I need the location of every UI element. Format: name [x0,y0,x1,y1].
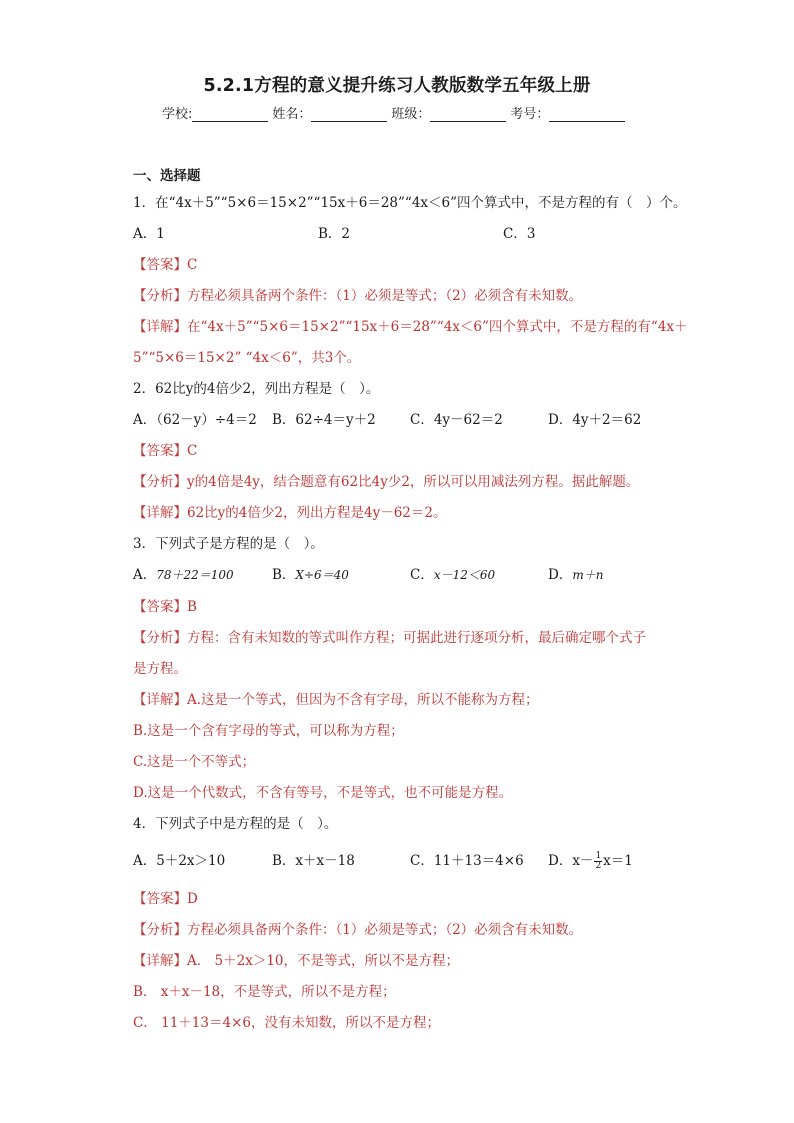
q3-option-b [272,566,349,584]
q2-option-a: A．（62－y）÷4＝2 [133,412,257,428]
answer-value: B [187,599,197,615]
analysis-tag: 【分析】 [133,922,187,938]
analysis-tag: 【分析】 [133,474,187,490]
q2-detail [133,504,446,522]
detail-tag: 【详解】 [133,953,187,969]
q4-detail-1 [133,952,459,970]
school-label: 学校: [162,107,193,122]
q3-analysis-1 [133,629,646,647]
q2-analysis [133,473,639,491]
q4-option-b: B．x＋x－18 [272,853,355,869]
analysis-tag: 【分析】 [133,288,187,304]
answer-tag: 【答案】 [133,599,187,615]
analysis-text: 方程必须具备两个条件：（1）必须是等式；（2）必须含有未知数。 [187,288,583,304]
exam-no-field[interactable] [549,107,625,122]
q2-option-b: B．62÷4＝y＋2 [272,412,376,428]
q4-stem: 4．下列式子中是方程的是（ ）。 [133,816,338,832]
q4-option-d [548,848,633,874]
q3-detail-2: B.这是一个含有字母的等式，可以称为方程； [133,723,404,739]
detail-tag: 【详解】 [133,319,187,335]
detail-text: 62比y的4倍少2，列出方程是4y－62＝2。 [187,505,447,521]
detail-tag: 【详解】 [133,692,187,708]
q3-detail-3: C.这是一个不等式； [133,754,256,770]
answer-tag: 【答案】 [133,257,187,273]
detail-text: A． 5＋2x＞10，不是等式，所以不是方程； [187,953,460,969]
detail-text: 在“4x＋5”“5×6＝15×2”“15x＋6＝28”“4x＜6”四个算式中，不是方程的有“4x＋ [187,319,688,335]
fraction [594,852,602,871]
analysis-text: y的4倍是4y，结合题意有62比4y少2，所以可以用减法列方程。据此解题。 [187,474,640,490]
answer-tag: 【答案】 [133,891,187,907]
q1-stem: 1．在“4x＋5”“5×6＝15×2”“15x＋6＝28”“4x＜6”四个算式中，不是方程的有（ ）个。 [133,195,687,211]
option-letter: A． [133,567,157,583]
answer-tag: 【答案】 [133,443,187,459]
q1-detail-1 [133,318,688,336]
q2-stem: 2．62比y的4倍少2，列出方程是（ ）。 [133,381,380,397]
q1-option-c: C．3 [503,226,536,242]
detail-tag: 【详解】 [133,505,187,521]
option-d-prefix: D．x－ [548,853,594,869]
q4-detail-3: C． 11＋13＝4×6，没有未知数，所以不是方程； [133,1015,440,1031]
answer-value: C [187,257,198,273]
name-field[interactable] [311,107,387,122]
q3-detail-4: D.这是一个代数式，不含有等号，不是等式，也不可能是方程。 [133,785,513,801]
student-info-row [162,103,629,122]
name-label: 姓名： [272,107,312,122]
option-letter: D． [548,567,573,583]
option-letter: B． [272,567,296,583]
q2-answer [133,442,197,460]
q2-option-d: D．4y＋2＝62 [548,412,642,428]
q4-option-c: C．11＋13＝4×6 [410,853,524,869]
section-heading: 一、选择题 [133,168,201,184]
q3-analysis-2: 是方程。 [133,661,187,677]
fraction-numerator: 1 [595,851,602,861]
answer-value: D [187,891,198,907]
q1-answer [133,256,197,274]
q3-option-d [548,566,603,584]
q3-option-a [133,566,234,584]
q2-option-c: C．4y－62＝2 [410,412,503,428]
q4-analysis [133,921,582,939]
detail-text: A.这是一个等式，但因为不含有字母，所以不能称为方程； [187,692,539,708]
option-expr: m＋n [572,568,604,582]
q1-detail-2: 5”“5×6＝15×2” “4x＜6”，共3个。 [133,350,361,366]
school-field[interactable] [192,107,268,122]
q4-detail-2: B． x＋x－18，不是等式，所以不是方程； [133,984,396,1000]
q4-answer [133,890,198,908]
option-expr: x－12＜60 [433,568,496,582]
option-letter: C． [410,567,434,583]
option-expr: 78＋22＝100 [156,568,234,582]
q1-option-a: A．1 [133,226,165,242]
analysis-text: 方程必须具备两个条件：（1）必须是等式；（2）必须含有未知数。 [187,922,583,938]
class-field[interactable] [430,107,506,122]
q3-detail-1 [133,691,539,709]
page-title: 5.2.1方程的意义提升练习人教版数学五年级上册 [203,76,591,96]
q4-option-a: A．5＋2x＞10 [133,853,226,869]
q3-answer [133,598,197,616]
q3-stem: 3．下列式子是方程的是（ ）。 [133,536,324,552]
q1-analysis [133,287,582,305]
class-label: 班级： [391,107,431,122]
q3-option-c [410,566,495,584]
fraction-denominator: 2 [595,861,602,871]
exam-no-label: 考号： [510,107,550,122]
answer-value: C [187,443,198,459]
analysis-text: 方程：含有未知数的等式叫作方程；可据此进行逐项分析，最后确定哪个式子 [187,630,646,646]
analysis-tag: 【分析】 [133,630,187,646]
q1-option-b: B．2 [318,226,351,242]
option-d-suffix: x＝1 [603,853,633,869]
option-expr: X÷6＝40 [295,568,349,582]
